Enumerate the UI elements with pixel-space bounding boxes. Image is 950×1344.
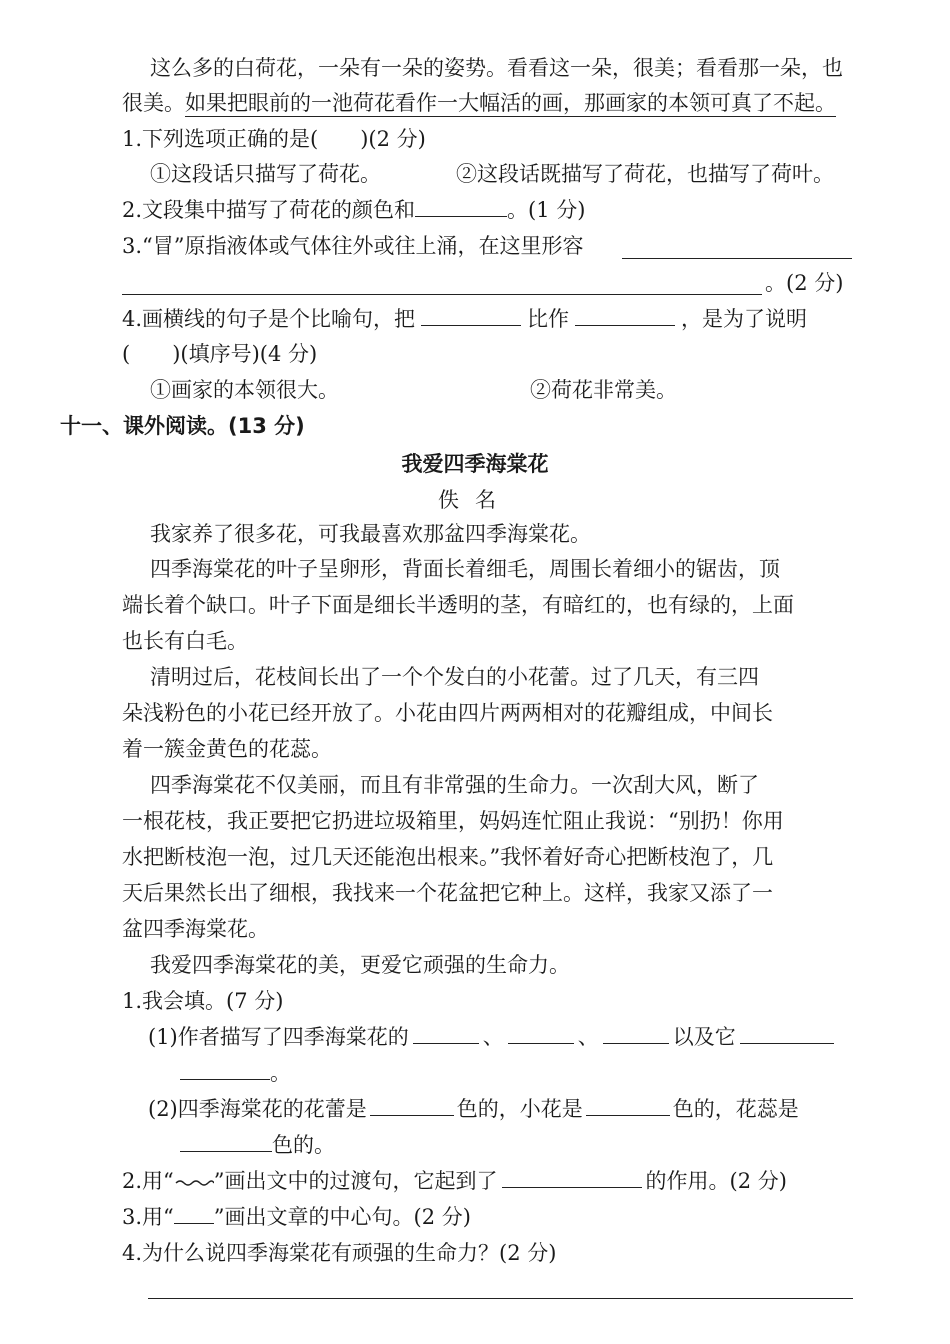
paragraph-line: 水把断枝泡一泡，过几天还能泡出根来。”我怀着好奇心把断枝泡了，几 — [122, 845, 774, 869]
underlined-simile-sentence: 如果把眼前的一池荷花看作一大幅活的画，那画家的本领可真了不起。 — [185, 91, 836, 115]
wavy-line-icon — [174, 1174, 214, 1188]
answer-line[interactable] — [622, 258, 852, 259]
question-1-options — [150, 157, 885, 191]
answer-blank[interactable] — [415, 194, 507, 217]
question-4-line-2: ( )(填序号)(4 分) — [122, 342, 318, 366]
answer-blank[interactable] — [180, 1129, 272, 1152]
answer-blank[interactable] — [603, 1021, 669, 1044]
paragraph-line: 我家养了很多花，可我最喜欢那盆四季海棠花。 — [150, 522, 591, 546]
reading-question-1-2-cont: 色的。 — [180, 1128, 480, 1162]
answer-blank[interactable] — [502, 1165, 642, 1188]
reading-question-1-2: (2)四季海棠花的花蕾是 色的，小花是 色的，花蕊是 — [148, 1092, 858, 1126]
question-3: 3.“冒”原指液体或气体往外或往上涌，在这里形容 — [122, 234, 584, 258]
reading-question-1-1-cont: 。 — [180, 1056, 480, 1090]
paragraph-line: 端长着个缺口。叶子下面是细长半透明的茎，有暗红的，也有绿的，上面 — [122, 593, 794, 617]
section-heading: 十一、课外阅读。(13 分) — [60, 414, 305, 438]
question-3-tail: 。(2 分) — [765, 271, 844, 295]
question-1: 1.下列选项正确的是( )(2 分) — [122, 127, 426, 151]
reading-author: 佚名 — [438, 488, 512, 512]
reading-question-1: 1.我会填。(7 分) — [122, 989, 284, 1013]
answer-blank[interactable] — [370, 1093, 454, 1116]
paragraph-line: 我爱四季海棠花的美，更爱它顽强的生命力。 — [150, 953, 570, 977]
answer-blank[interactable] — [180, 1057, 270, 1080]
passage-line-1: 这么多的白荷花，一朵有一朵的姿势。看看这一朵，很美；看看那一朵，也 — [150, 56, 843, 80]
paragraph-line: 朵浅粉色的小花已经开放了。小花由四片两两相对的花瓣组成，中间长 — [122, 701, 773, 725]
reading-question-2: 2.用“ ”画出文中的过渡句，它起到了 的作用。(2 分) — [122, 1164, 857, 1198]
paragraph-line: 也长有白毛。 — [122, 629, 248, 653]
paragraph-line: 清明过后，花枝间长出了一个个发白的小花蕾。过了几天，有三四 — [150, 665, 759, 689]
paragraph-line: 盆四季海棠花。 — [122, 917, 269, 941]
reading-question-4: 4.为什么说四季海棠花有顽强的生命力？(2 分) — [122, 1241, 557, 1265]
paragraph-line: 着一簇金黄色的花蕊。 — [122, 737, 332, 761]
passage-line-2: 很美。如果把眼前的一池荷花看作一大幅活的画，那画家的本领可真了不起。 — [122, 91, 836, 115]
paragraph-line: 天后果然长出了细根，我找来一个花盆把它种上。这样，我家又添了一 — [122, 881, 773, 905]
reading-question-1-1: (1)作者描写了四季海棠花的 、 、 以及它 — [148, 1020, 858, 1054]
answer-blank[interactable] — [575, 303, 675, 326]
question-4-options — [150, 373, 885, 407]
question-2: 2.文段集中描写了荷花的颜色和 。(1 分) — [122, 193, 857, 227]
paragraph-line: 四季海棠花的叶子呈卵形，背面长着细毛，周围长着细小的锯齿，顶 — [150, 557, 780, 581]
answer-blank[interactable] — [740, 1021, 834, 1044]
answer-line[interactable] — [148, 1298, 853, 1299]
option-1: ①这段话只描写了荷花。 — [150, 162, 381, 186]
answer-line[interactable] — [122, 294, 762, 295]
paragraph-line: 一根花枝，我正要把它扔进垃圾箱里，妈妈连忙阻止我说：“别扔！你用 — [122, 809, 784, 833]
paragraph-line: 四季海棠花不仅美丽，而且有非常强的生命力。一次刮大风，断了 — [150, 773, 759, 797]
reading-question-3: 3.用“ ”画出文章的中心句。(2 分) — [122, 1200, 857, 1234]
option-2: ②荷花非常美。 — [530, 378, 677, 402]
reading-title: 我爱四季海棠花 — [401, 452, 549, 476]
answer-blank[interactable] — [586, 1093, 670, 1116]
answer-blank[interactable] — [508, 1021, 574, 1044]
option-2: ②这段话既描写了荷花，也描写了荷叶。 — [456, 162, 834, 186]
option-1: ①画家的本领很大。 — [150, 378, 339, 402]
answer-blank[interactable] — [421, 303, 521, 326]
straight-line-icon — [174, 1201, 214, 1224]
question-4: 4.画横线的句子是个比喻句，把 比作 ，是为了说明 — [122, 302, 857, 336]
answer-blank[interactable] — [413, 1021, 479, 1044]
